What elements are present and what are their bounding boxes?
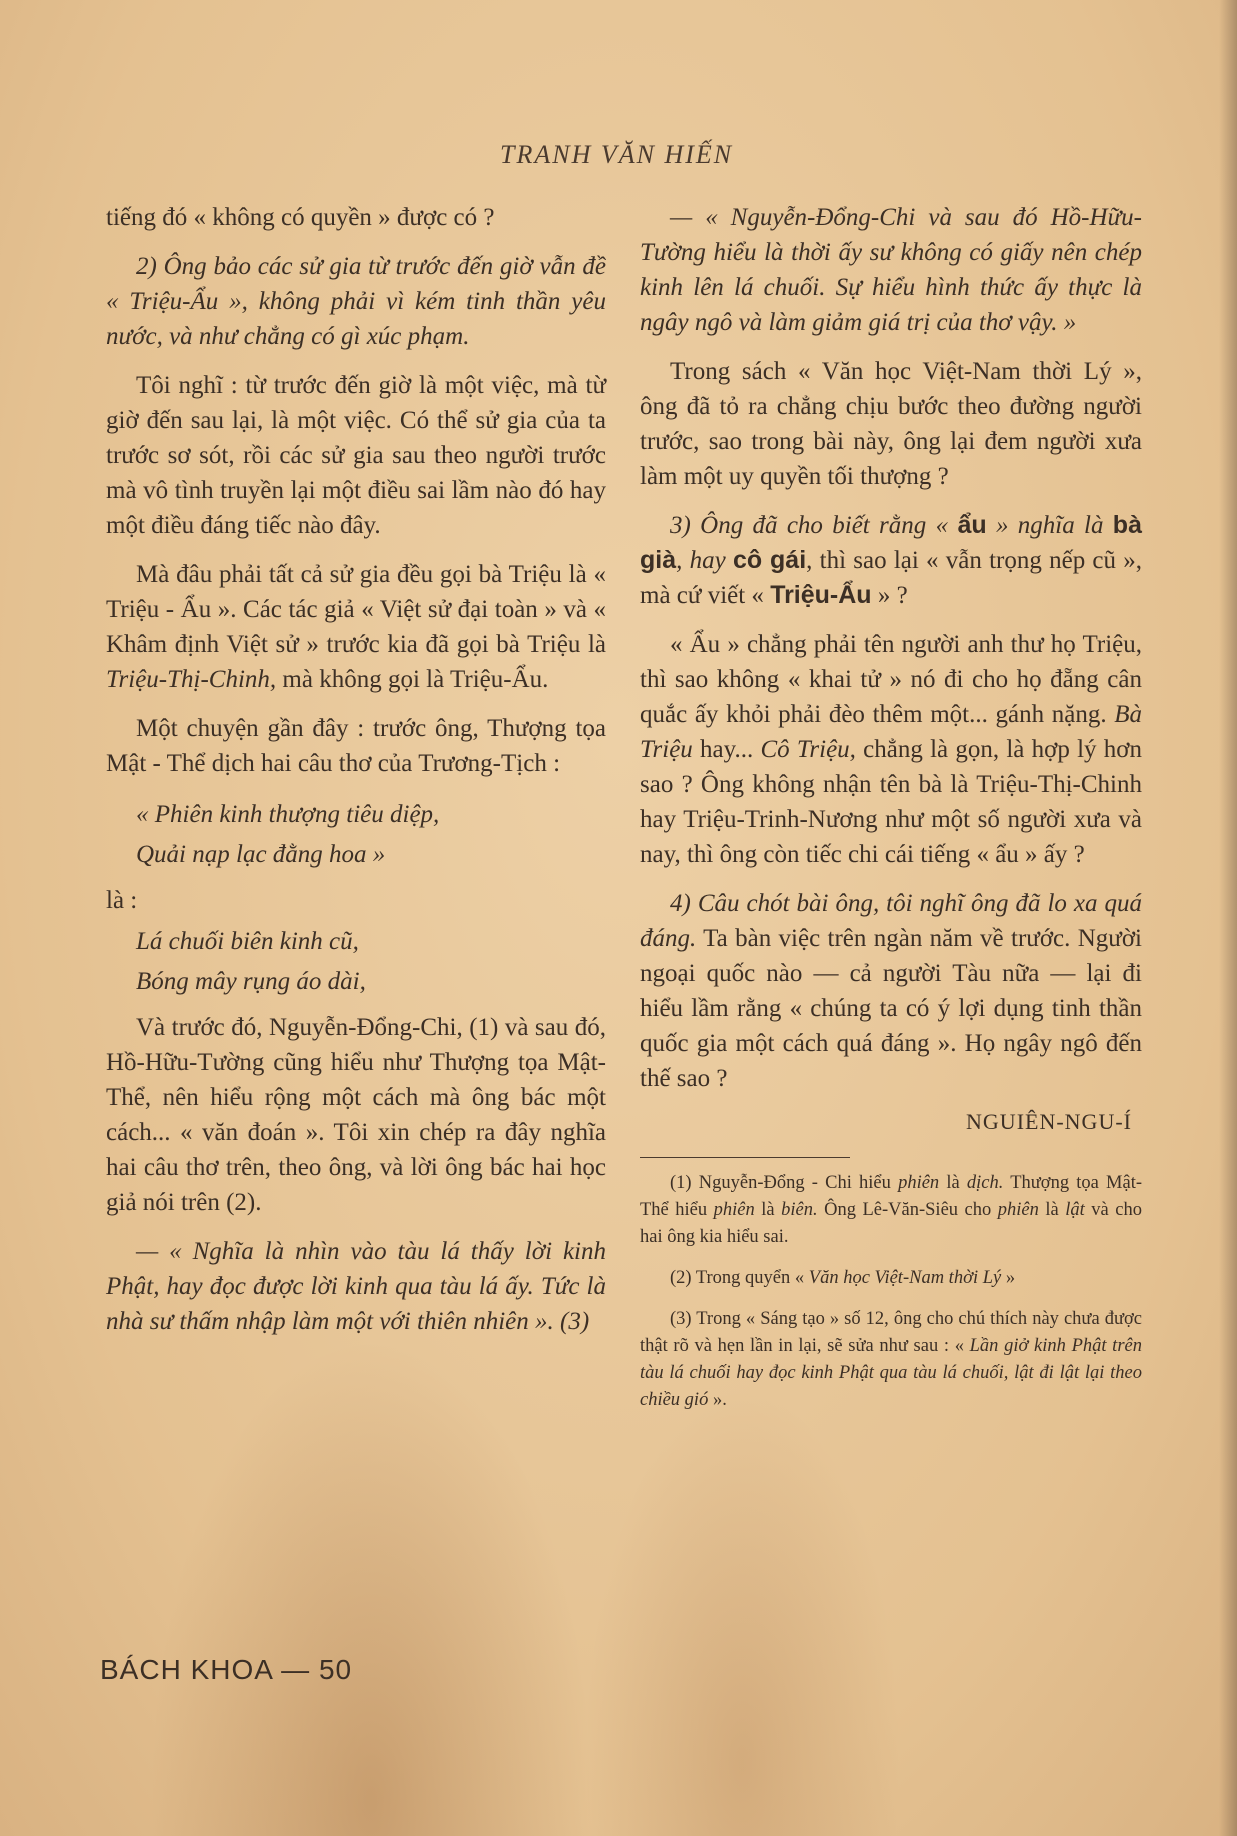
text-run-italic: phiên <box>997 1200 1039 1220</box>
text-run-italic: 3) Ông đã cho biết rằng « <box>670 512 958 539</box>
text-run-italic: phiên <box>713 1200 755 1220</box>
text-run: Thượng tọa Mật-Thể hiểu <box>640 1173 1143 1220</box>
verse-original <box>136 795 606 875</box>
text-run: Ông Lê-Văn-Siêu cho <box>817 1200 998 1220</box>
verse-line: Quải nạp lạc đằng hoa » <box>136 841 386 868</box>
text-run: « Ẩu » chẳng phải tên người anh thư họ Triệu, thì sao không « khai tử » nó đi cho họ đẵng cân quắc ấy khỏi phải đèo thêm một... gánh nặng. <box>640 631 1142 728</box>
left-paragraph-2: 2) Ông bảo các sử gia từ trước đến giờ vẫn đề « Triệu-Ẩu », không phải vì kém tinh thần yêu nước, và như chẳng có gì xúc phạm. <box>106 253 606 350</box>
verse-translation <box>136 922 606 1002</box>
text-run: Mà đâu phải tất cả sử gia đều gọi bà Triệu là « Triệu - Ẩu ». Các tác giả « Việt sử đại toàn » và « Khâm định Việt sử » trước kia đã gọi bà Triệu là <box>106 561 606 658</box>
text-run-italic: Văn học Việt-Nam thời Lý <box>808 1268 1002 1288</box>
author-signature: NGUIÊN-NGU-Í <box>966 1109 1132 1134</box>
text-run: » ? <box>871 582 908 609</box>
left-paragraph-3: Tôi nghĩ : từ trước đến giờ là một việc, mà từ giờ đến sau lại, là một việc. Có thể sử gia của ta trước sơ sót, rồi các sử gia sau theo người trước mà vô tình truyền lại một điều sai lầm nào đó hay một điều đáng tiếc nào đây. <box>106 372 606 539</box>
right-paragraph-5 <box>640 886 1142 1096</box>
text-run: là <box>754 1200 782 1220</box>
footnote-3 <box>640 1306 1142 1414</box>
left-paragraph-6: Và trước đó, Nguyễn-Đổng-Chi, (1) và sau đó, Hồ-Hữu-Tường cũng hiểu như Thượng tọa Mật-Thể, nên hiểu rộng một cách mà ông bác một cách... « văn đoán ». Tôi xin chép ra đây nghĩa hai câu thơ trên, theo ông, và lời ông bác hai học giả nói trên (2). <box>106 1014 606 1216</box>
left-paragraph-5: Một chuyện gần đây : trước ông, Thượng tọa Mật - Thể dịch hai câu thơ của Trương-Tịch : <box>106 715 606 777</box>
text-run: » <box>1001 1268 1016 1288</box>
running-header: TRANH VĂN HIẾN <box>500 140 734 169</box>
text-run: là <box>939 1173 967 1193</box>
text-run: , thì sao lại « vẫn trọng nếp cũ », mà cứ viết « <box>640 547 1142 609</box>
right-paragraph-2: Trong sách « Văn học Việt-Nam thời Lý », ông đã tỏ ra chẳng chịu bước theo đường người trước, sao trong bài này, ông lại đem người xưa làm một uy quyền tối thượng ? <box>640 358 1142 490</box>
text-run-bold: Triệu-Ẩu <box>770 581 872 609</box>
text-run-italic: Bà Triệu <box>640 701 1142 763</box>
verse-connector: là : <box>106 887 138 914</box>
verse-line: Bóng mây rụng áo dài, <box>136 968 366 995</box>
text-run: và cho hai ông kia hiểu sai. <box>640 1200 1142 1247</box>
page-footer: BÁCH KHOA — 50 <box>100 1654 353 1685</box>
text-run: chẳng là gọn, là hợp lý hơn sao ? Ông không nhận tên bà là Triệu-Thị-Chinh hay Triệu-Trinh-Nương như một số người xưa và nay, thì ông còn tiếc chi cái tiếng « ẩu » ấy ? <box>640 736 1142 868</box>
text-run-italic: Cô Triệu, <box>760 736 856 763</box>
text-run: là <box>1038 1200 1066 1220</box>
text-run-italic: Triệu-Thị-Chinh, <box>106 666 277 693</box>
text-run-italic: biên. <box>781 1200 818 1220</box>
right-column <box>640 200 1142 1428</box>
text-run-italic: phiên <box>898 1173 940 1193</box>
text-run: (2) Trong quyển « <box>670 1268 809 1288</box>
footnote-1 <box>640 1170 1142 1251</box>
verse-line: Lá chuối biên kinh cũ, <box>136 928 359 955</box>
text-run-bold: ẩu <box>957 511 987 539</box>
text-run: (1) Nguyễn-Đổng - Chi hiểu <box>670 1173 899 1193</box>
text-run-bold: cô gái <box>732 546 807 574</box>
text-run-italic: , hay <box>676 547 733 574</box>
footnote-divider <box>640 1157 850 1158</box>
verse-line: « Phiên kinh thượng tiêu diệp, <box>136 801 440 828</box>
right-paragraph-1: — « Nguyễn-Đổng-Chi và sau đó Hồ-Hữu-Tường hiểu là thời ấy sư không có giấy nên chép kinh lên lá chuối. Sự hiểu hình thức ấy thực là ngây ngô và làm giảm giá trị của thơ vậy. » <box>640 204 1142 336</box>
left-paragraph-1: tiếng đó « không có quyền » được có ? <box>106 204 495 231</box>
left-column <box>106 200 606 1353</box>
page-edge-shadow <box>1219 0 1237 1836</box>
text-run-bold: bà già <box>640 511 1142 574</box>
text-run-italic: » nghĩa là <box>986 512 1113 539</box>
text-run-italic: dịch. <box>966 1173 1004 1193</box>
text-run: ». <box>708 1390 727 1410</box>
left-paragraph-4 <box>106 557 606 697</box>
footnote-2 <box>640 1265 1142 1292</box>
text-run: mà không gọi là Triệu-Ẩu. <box>276 666 549 693</box>
text-run: Ta bàn việc trên ngàn năm về trước. Người ngoại quốc nào — cả người Tàu nữa — lại đi hiểu lầm rằng « chúng ta có ý lợi dụng tinh thần quốc gia một cách quá đáng ». Họ ngây ngô đến thế sao ? <box>640 925 1142 1092</box>
text-run-italic: 4) Câu chót bài ông, tôi nghĩ ông đã lo xa quá đáng. <box>640 890 1142 952</box>
text-run: (3) Trong « Sáng tạo » số 12, ông cho chú thích này chưa được thật rõ và hẹn lần in lại, sẽ sửa như sau : « <box>640 1309 1142 1356</box>
text-run: hay... <box>692 736 761 763</box>
text-run-italic: Lần giở kinh Phật trên tàu lá chuối hay đọc kinh Phật qua tàu lá chuối, lật đi lật lại theo chiều gió <box>640 1336 1142 1410</box>
right-paragraph-3 <box>640 508 1142 613</box>
text-run-italic: lật <box>1065 1200 1085 1220</box>
right-paragraph-4 <box>640 627 1142 872</box>
left-paragraph-7: — « Nghĩa là nhìn vào tàu lá thấy lời kinh Phật, hay đọc được lời kinh qua tàu lá ấy. Tức là nhà sư thấm nhập làm một với thiên nhiên ». (3) <box>106 1238 606 1335</box>
